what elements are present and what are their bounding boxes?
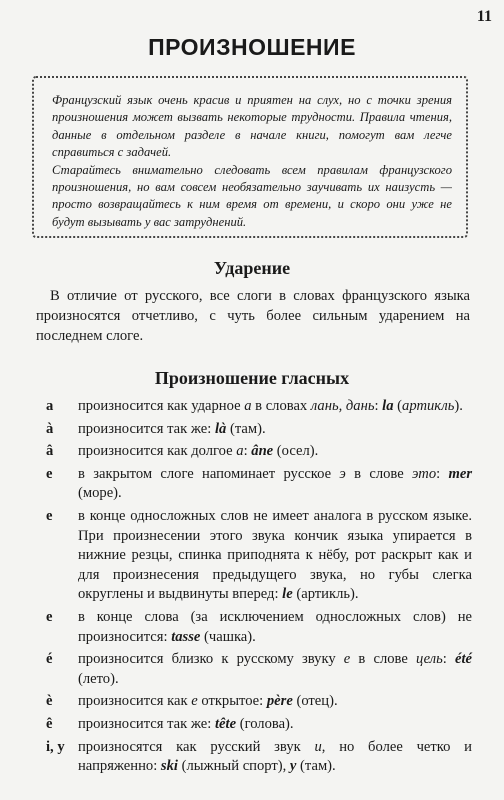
vowel-description: произносится так же: tête (голова). [78,715,294,732]
vowel-letter: i, y [46,738,65,755]
vowel-item [36,608,472,647]
vowel-description: произносятся как русский звук и, но более четко и напряженно: ski (лыжный спорт), y (там). [78,738,472,775]
vowel-letter: â [46,443,54,460]
french-example: tête [214,715,237,732]
page-number: 11 [476,8,492,25]
page-title: ПРОИЗНОШЕНИЕ [148,34,356,60]
vowel-item [36,442,472,462]
vowel-letter: è [46,693,53,710]
vowel-letter: e [46,608,53,625]
vowel-letter: a [46,398,54,414]
french-example: âne [251,443,274,460]
vowel-item [36,507,472,605]
notice-box [32,76,468,238]
notice-paragraph-1: Французский язык очень красив и приятен на слух, но с точки зрения произношения может вызвать некоторые трудности. Правила чтения, данные в отдельном разделе в начале книги, помогут вам легче справиться с задачей. [52,93,452,160]
vowel-description: произносится как е открытое: père (отец). [78,693,338,710]
vowel-item [36,465,472,504]
vowel-item [36,420,472,440]
french-example: la [382,398,394,414]
french-example: été [454,651,472,668]
stress-heading: Ударение [213,258,291,278]
vowel-description: произносится как долгое а: âne (осел). [78,443,319,460]
vowel-letter: à [46,420,54,437]
vowel-item [36,715,472,735]
vowel-list [36,397,472,780]
vowel-description: в конце односложных слов не имеет аналога в русском языке. При произнесении этого звука кончик языка упирается в нижние резцы, спинка приподнята к нёбу, рот раскрыт как и для произнесения предыдущего звука, но губы слегка округлены и выдвинуты вперед: le (артикль). [78,507,472,603]
vowel-item [36,650,472,689]
vowel-item [36,738,472,777]
french-example: père [266,693,293,710]
vowel-description: произносится близко к русскому звуку е в слове цель: été (лето). [78,651,472,687]
vowel-letter: ê [46,715,53,732]
vowel-description: произносится так же: là (там). [78,420,266,437]
vowel-letter: e [46,465,53,482]
vowel-description: в конце слова (за исключением односложных слов) не произносится: tasse (чашка). [78,608,472,645]
vowel-letter: é [46,651,53,668]
vowels-heading: Произношение гласных [154,368,350,388]
vowel-description: произносится как ударное а в словах лань, дань: la (артикль). [78,398,463,414]
french-example: mer [448,465,473,482]
french-example: tasse [171,628,201,645]
vowel-item [36,397,472,417]
vowel-item [36,692,472,712]
vowel-letter: e [46,507,53,524]
french-example: y [289,758,297,775]
notice-paragraph-2: Старайтесь внимательно следовать всем правилам французского произношения, но вам совсем необязательно заучивать их наизусть — просто возвращайтесь к ним время от времени, и скоро они уже не будут вызывать у вас затруднений. [52,162,452,229]
french-example: là [214,420,227,437]
stress-paragraph: В отличие от русского, все слоги в словах французского языка произносятся отчетливо, с чуть более сильным ударением на последнем слоге. [36,288,470,344]
french-example: le [282,586,293,603]
vowel-description: в закрытом слоге напоминает русское э в слове это: mer (море). [78,465,473,502]
french-example: ski [160,758,178,775]
